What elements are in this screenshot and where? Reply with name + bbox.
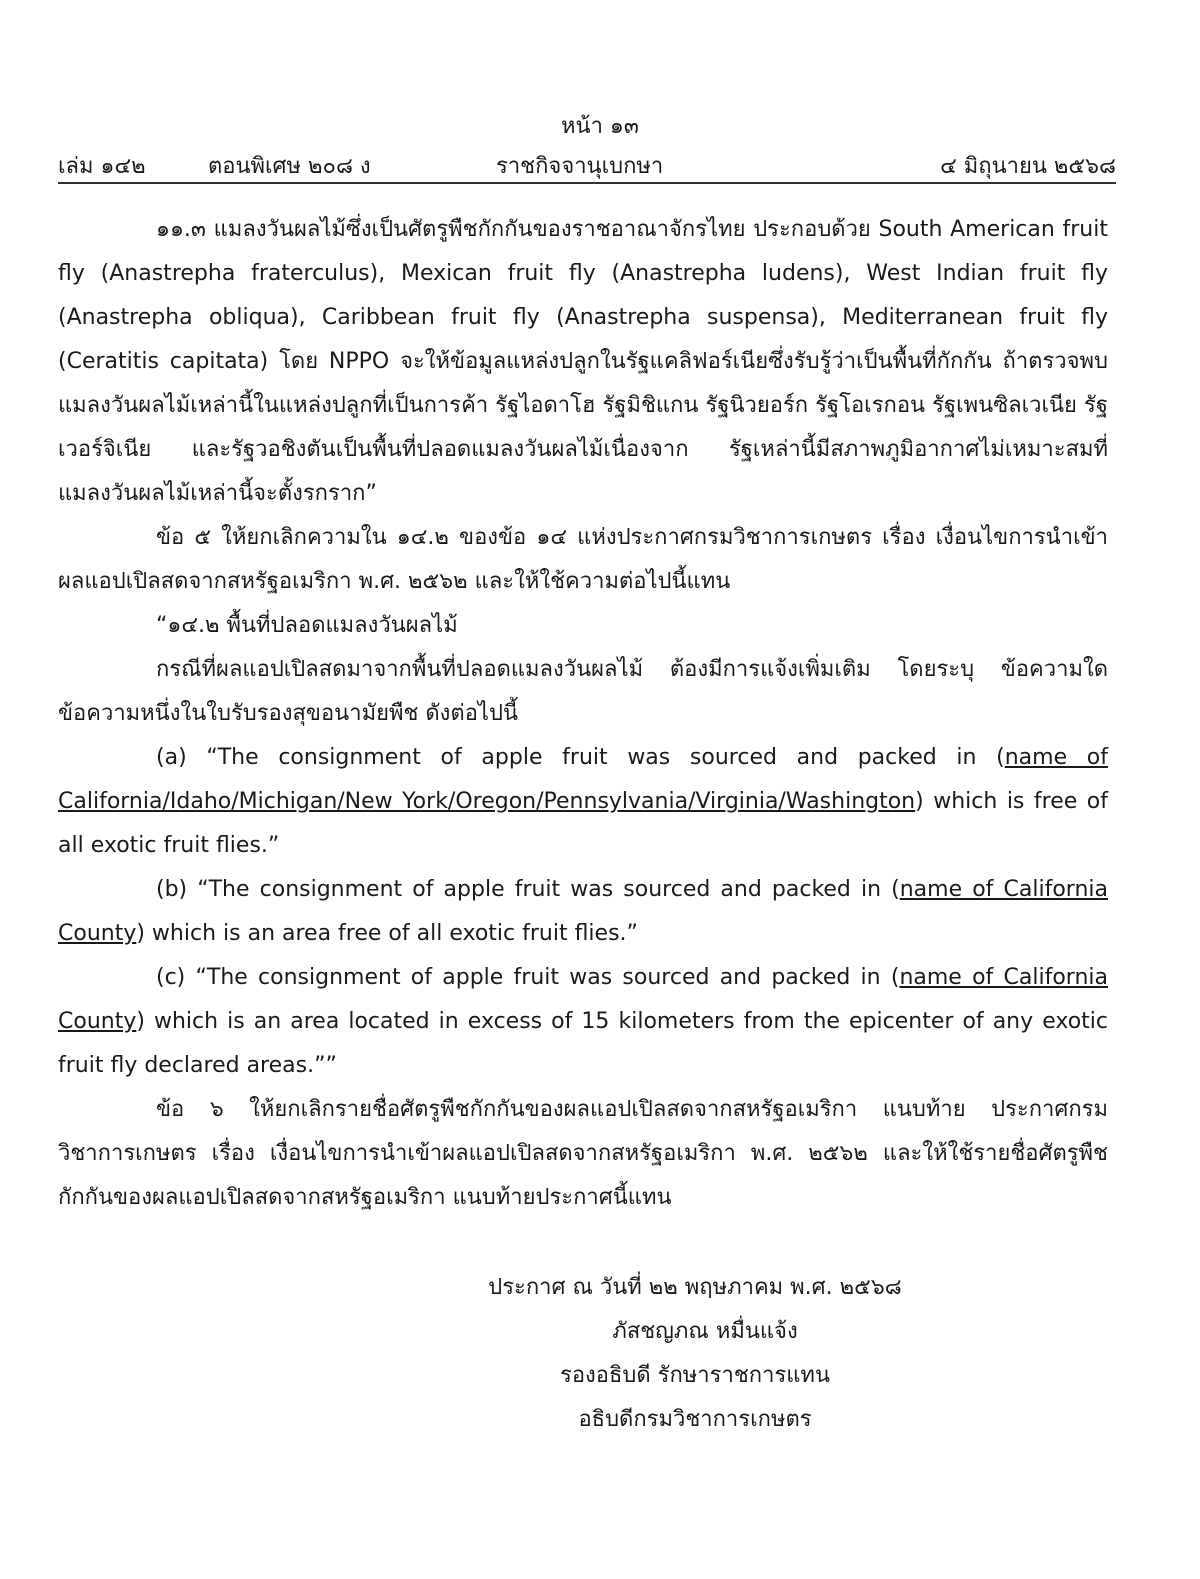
document-body [58, 208, 1108, 1220]
clause-c-fill-in: name of California County [58, 965, 1108, 1034]
signatory-title: อธิบดีกรมวิชาการเกษตร [578, 1407, 812, 1432]
clause-a [58, 736, 1108, 868]
signatory-position: รองอธิบดี รักษาราชการแทน [560, 1363, 830, 1388]
header-gazette-name: ราชกิจจานุเบกษา [496, 154, 664, 179]
announcement-date: ประกาศ ณ วันที่ ๒๒ พฤษภาคม พ.ศ. ๒๕๖๘ [488, 1275, 902, 1300]
paragraph-14-2-heading: “๑๔.๒ พื้นที่ปลอดแมลงวันผลไม้ [156, 613, 458, 638]
signature-block [0, 1266, 1200, 1442]
clause-c-text: (c) “The consignment of apple fruit was sourced and packed in ( [156, 965, 900, 990]
clause-a-text: (a) “The consignment of apple fruit was sourced and packed in ( [156, 745, 1005, 770]
clause-b [58, 868, 1108, 956]
gazette-header [58, 148, 1116, 184]
clause-a-tail: ) which is free of all exotic fruit flies.” [58, 789, 1108, 858]
clause-b-tail: ) which is an area free of all exotic fruit flies.” [136, 921, 638, 946]
header-issue: ตอนพิเศษ ๒๐๘ ง [208, 154, 371, 179]
signatory-name: ภัสชญภณ หมื่นแจ้ง [612, 1319, 798, 1344]
clause-b-fill-in: name of California County [58, 877, 1108, 946]
paragraph-14-2-body: กรณีที่ผลแอปเปิลสดมาจากพื้นที่ปลอดแมลงวันผลไม้ ต้องมีการแจ้งเพิ่มเติม โดยระบุ ข้อความใดข้อความหนึ่งในใบรับรองสุขอนามัยพืช ดังต่อไปนี้ [58, 657, 1108, 726]
paragraph-article-5: ข้อ ๕ ให้ยกเลิกความใน ๑๔.๒ ของข้อ ๑๔ แห่งประกาศกรมวิชาการเกษตร เรื่อง เงื่อนไขการนำเข้าผลแอปเปิลสดจากสหรัฐอเมริกา พ.ศ. ๒๕๖๒ และให้ใช้ความต่อไปนี้แทน [58, 525, 1108, 594]
clause-c [58, 956, 1108, 1088]
paragraph-article-6: ข้อ ๖ ให้ยกเลิกรายชื่อศัตรูพืชกักกันของผลแอปเปิลสดจากสหรัฐอเมริกา แนบท้าย ประกาศกรมวิชาการเกษตร เรื่อง เงื่อนไขการนำเข้าผลแอปเปิลสดจากสหรัฐอเมริกา พ.ศ. ๒๕๖๒ และให้ใช้รายชื่อศัตรูพืชกักกันของผลแอปเปิลสดจากสหรัฐอเมริกา แนบท้ายประกาศนี้แทน [58, 1097, 1108, 1210]
header-volume: เล่ม ๑๔๒ [58, 154, 146, 179]
clause-c-tail: ) which is an area located in excess of 15 kilometers from the epicenter of any exotic fruit fly declared areas.”” [58, 1009, 1108, 1078]
page-number: หน้า ๑๓ [561, 114, 639, 139]
clause-b-text: (b) “The consignment of apple fruit was sourced and packed in ( [156, 877, 900, 902]
header-date: ๔ มิถุนายน ๒๕๖๘ [940, 154, 1116, 179]
paragraph-11-3: ๑๑.๓ แมลงวันผลไม้ซึ่งเป็นศัตรูพืชกักกันของราชอาณาจักรไทย ประกอบด้วย South American fruit fly (Anastrepha fraterculus), Mexican fruit fly (Anastrepha ludens), West Indian fruit fly (Anastrepha obliqua), Caribbean fruit fly (Anastrepha suspensa), Mediterranean fruit fly (Ceratitis capitata) โดย NPPO จะให้ข้อมูลแหล่งปลูกในรัฐแคลิฟอร์เนียซึ่งรับรู้ว่าเป็นพื้นที่กักกัน ถ้าตรวจพบแมลงวันผลไม้เหล่านี้ในแหล่งปลูกที่เป็นการค้า รัฐไอดาโฮ รัฐมิชิแกน รัฐนิวยอร์ก รัฐโอเรกอน รัฐเพนซิลเวเนีย รัฐเวอร์จิเนีย และรัฐวอชิงตันเป็นพื้นที่ปลอดแมลงวันผลไม้เนื่องจาก รัฐเหล่านี้มีสภาพภูมิอากาศไม่เหมาะสมที่แมลงวันผลไม้เหล่านี้จะตั้งรกราก” [58, 217, 1108, 506]
clause-a-fill-in: name of California/Idaho/Michigan/New York/Oregon/Pennsylvania/Virginia/Washington [58, 745, 1108, 814]
